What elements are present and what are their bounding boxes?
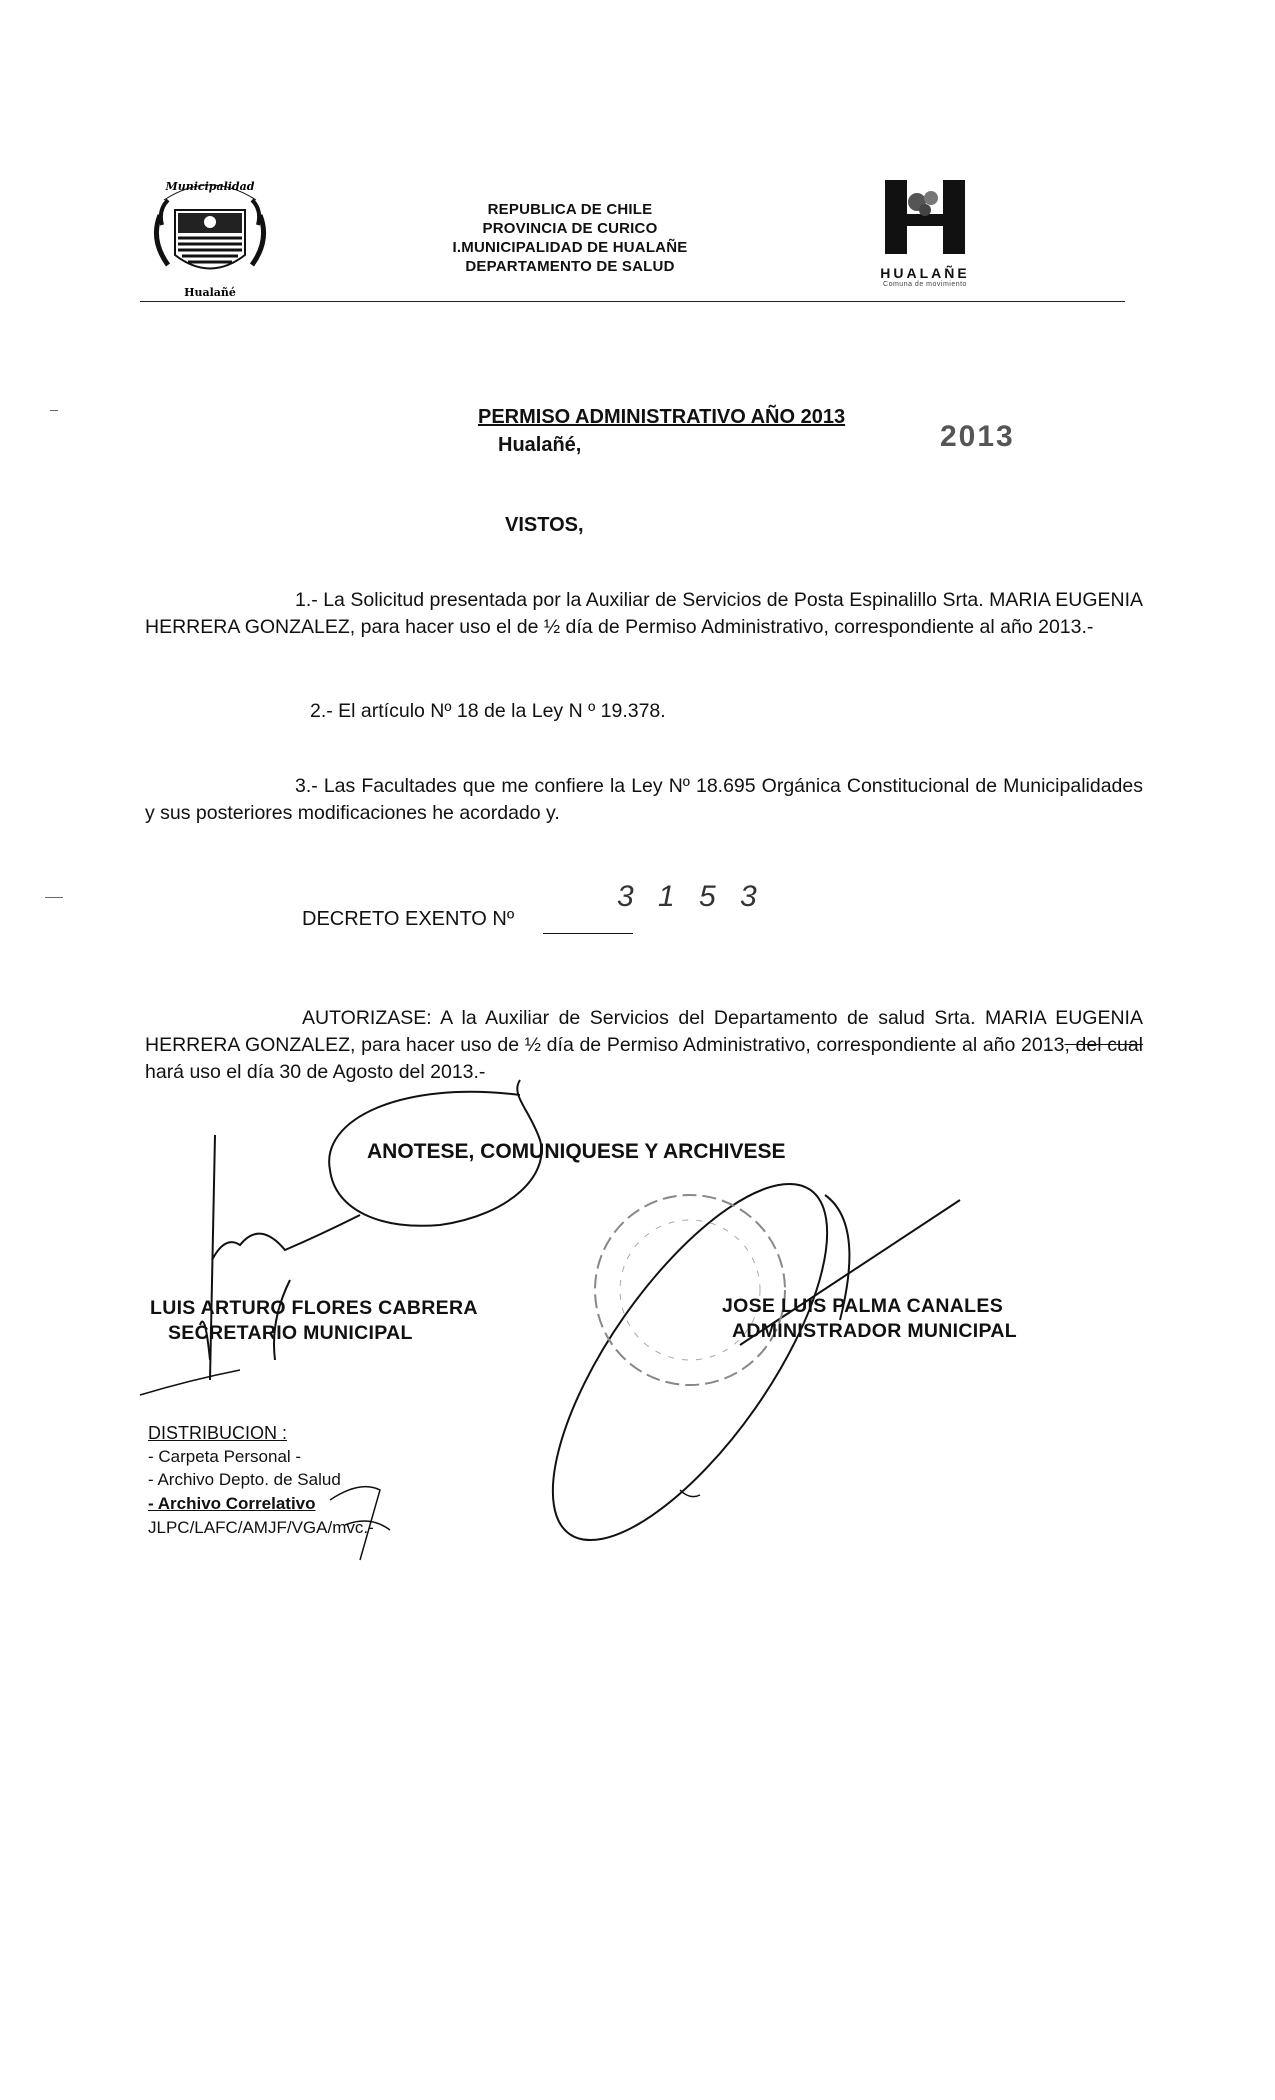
item-3-text: 3.- Las Facultades que me confiere la Ley Nº 18.695 Orgánica Constitucional de Municipalidades y sus posteriores modificaciones he acordado y. [145, 775, 1143, 824]
autorizase-tail-text: hará uso el día 30 de Agosto del 2013.- [145, 1061, 486, 1083]
document-title: PERMISO ADMINISTRATIVO AÑO 2013 [478, 406, 846, 428]
distribution-heading: DISTRIBUCION : [148, 1423, 288, 1443]
autorizase-text: AUTORIZASE: A la Auxiliar de Servicios del Departamento de salud Srta. MARIA EUGENIA HERRERA GONZALEZ, para hacer uso de ½ día de Permiso Administrativo, correspondiente al año 2013 [145, 1007, 1143, 1056]
item-2-text: 2.- El artículo Nº 18 de la Ley N º 19.378. [310, 700, 666, 722]
distribution-initials: JLPC/LAFC/AMJF/VGA/mvc.- [148, 1518, 374, 1537]
distribution-item: - Carpeta Personal - [148, 1447, 302, 1466]
signatory-left-title: SECRETARIO MUNICIPAL [168, 1322, 413, 1344]
header-line-department: DEPARTAMENTO DE SALUD [465, 258, 675, 275]
signatory-right-name: JOSE LUIS PALMA CANALES [722, 1295, 1004, 1317]
header-line-municipality: I.MUNICIPALIDAD DE HUALAÑE [452, 239, 688, 256]
header-line-province: PROVINCIA DE CURICO [482, 220, 658, 237]
closing-formula: ANOTESE, COMUNIQUESE Y ARCHIVESE [367, 1140, 786, 1163]
document-place: Hualañé, [498, 434, 582, 456]
vistos-heading: VISTOS, [505, 514, 584, 536]
hualane-logo-word: HUALAÑE [880, 265, 970, 281]
distribution-item: - Archivo Depto. de Salud [148, 1470, 341, 1489]
signatory-left-name: LUIS ARTURO FLORES CABRERA [150, 1297, 478, 1319]
header-line-republic: REPUBLICA DE CHILE [487, 201, 653, 218]
distribution-item: - Archivo Correlativo [148, 1494, 316, 1513]
crest-bottom-label: Hualañé [184, 286, 236, 299]
decreto-number: 3 1 5 3 [617, 880, 765, 913]
official-stamp-icon [595, 1195, 785, 1385]
hualane-logo-tagline: Comuna de movimiento [883, 281, 967, 288]
decreto-label: DECRETO EXENTO Nº [302, 908, 515, 930]
date-stamp: 2013 [940, 420, 1015, 453]
crest-top-label: Municipalidad [165, 180, 255, 193]
signatory-right-title: ADMINISTRADOR MUNICIPAL [732, 1320, 1017, 1342]
item-1-text: 1.- La Solicitud presentada por la Auxiliar de Servicios de Posta Espinalillo Srta. MARIA EUGENIA HERRERA GONZALEZ, para hacer uso el de ½ día de Permiso Administrativo, correspondiente al año 2013.- [145, 589, 1143, 638]
autorizase-struck-text: , del cual [1064, 1034, 1143, 1056]
